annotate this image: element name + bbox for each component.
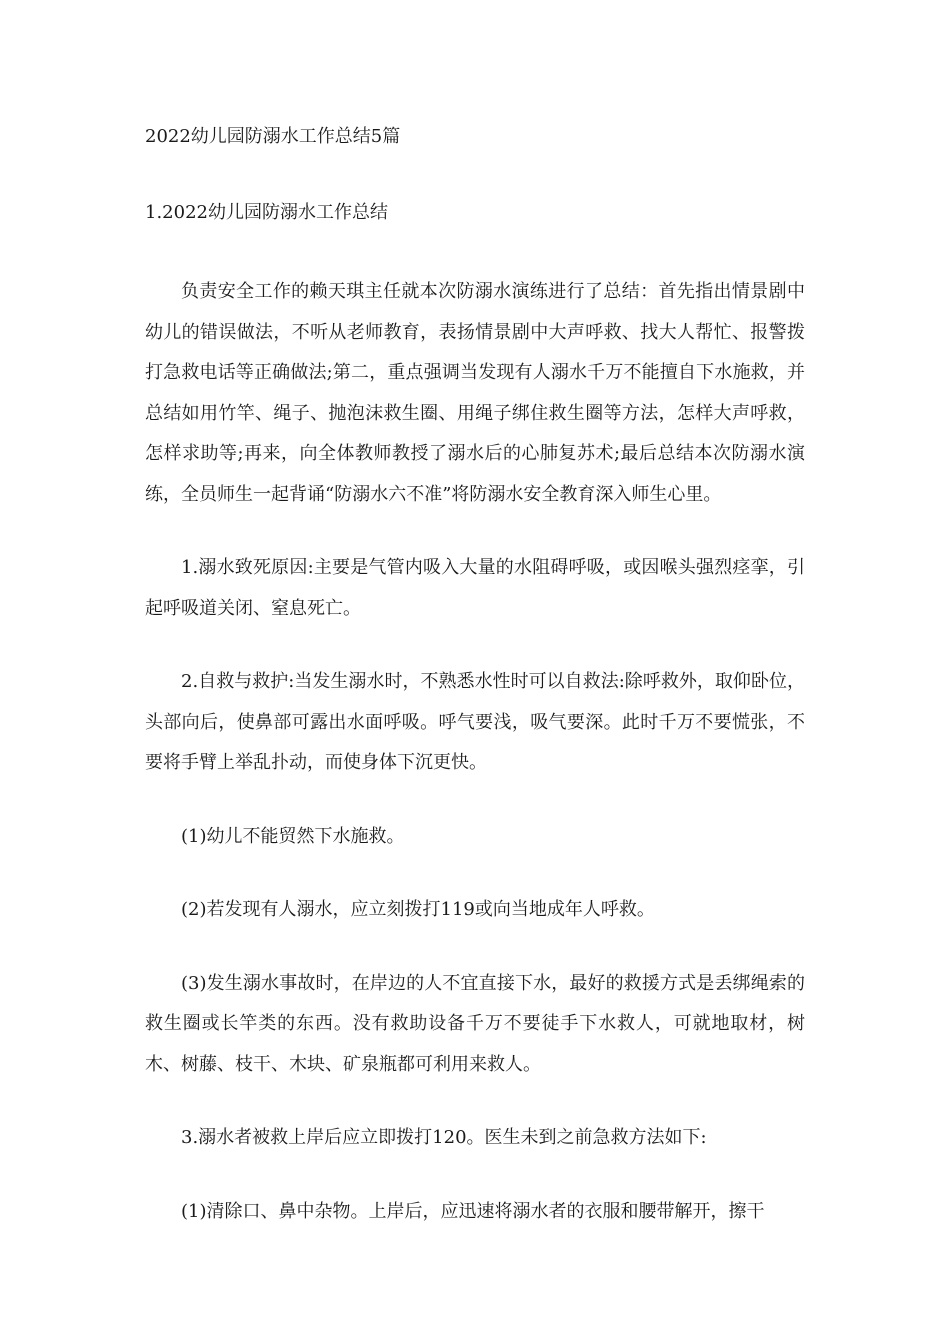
section-heading: 1.2022幼儿园防溺水工作总结 xyxy=(145,202,388,223)
paragraph-first-aid: 3.溺水者被救上岸后应立即拨打120。医生未到之前急救方法如下: xyxy=(181,1127,707,1148)
document-body xyxy=(145,272,805,1265)
document-title: 2022幼儿园防溺水工作总结5篇 xyxy=(145,126,401,147)
paragraph-self-rescue: 2.自救与救护:当发生溺水时，不熟悉水性时可以自救法:除呼救外，取仰卧位，头部向后，使鼻部可露出水面呼吸。呼气要浅，吸气要深。此时千万不要慌张，不要将手臂上举乱扑动，而使身体下沉更快。 xyxy=(145,671,805,773)
paragraph-summary: 负责安全工作的赖天琪主任就本次防溺水演练进行了总结：首先指出情景剧中幼儿的错误做法，不听从老师教育，表扬情景剧中大声呼救、找大人帮忙、报警拨打急救电话等正确做法;第二，重点强调当发现有人溺水千万不能擅自下水施救，并总结如用竹竿、绳子、抛泡沫救生圈、用绳子绑住救生圈等方法，怎样大声呼救，怎样求助等;再来，向全体教师教授了溺水后的心肺复苏术;最后总结本次防溺水演练，全员师生一起背诵“防溺水六不准”将防溺水安全教育深入师生心里。 xyxy=(145,281,805,505)
paragraph-cause: 1.溺水致死原因:主要是气管内吸入大量的水阻碍呼吸，或因喉头强烈痉挛，引起呼吸道关闭、窒息死亡。 xyxy=(145,557,805,619)
paragraph-item-2: (2)若发现有人溺水，应立刻拨打119或向当地成年人呼救。 xyxy=(181,899,655,920)
paragraph-item-1: (1)幼儿不能贸然下水施救。 xyxy=(181,825,405,847)
paragraph-first-aid-step-1: (1)清除口、鼻中杂物。上岸后，应迅速将溺水者的衣服和腰带解开，擦干 xyxy=(181,1200,765,1222)
paragraph-item-3: (3)发生溺水事故时，在岸边的人不宜直接下水，最好的救援方式是丢绑绳索的救生圈或长竿类的东西。没有救助设备千万不要徒手下水救人，可就地取材，树木、树藤、枝干、木块、矿泉瓶都可利用来救人。 xyxy=(145,972,805,1075)
